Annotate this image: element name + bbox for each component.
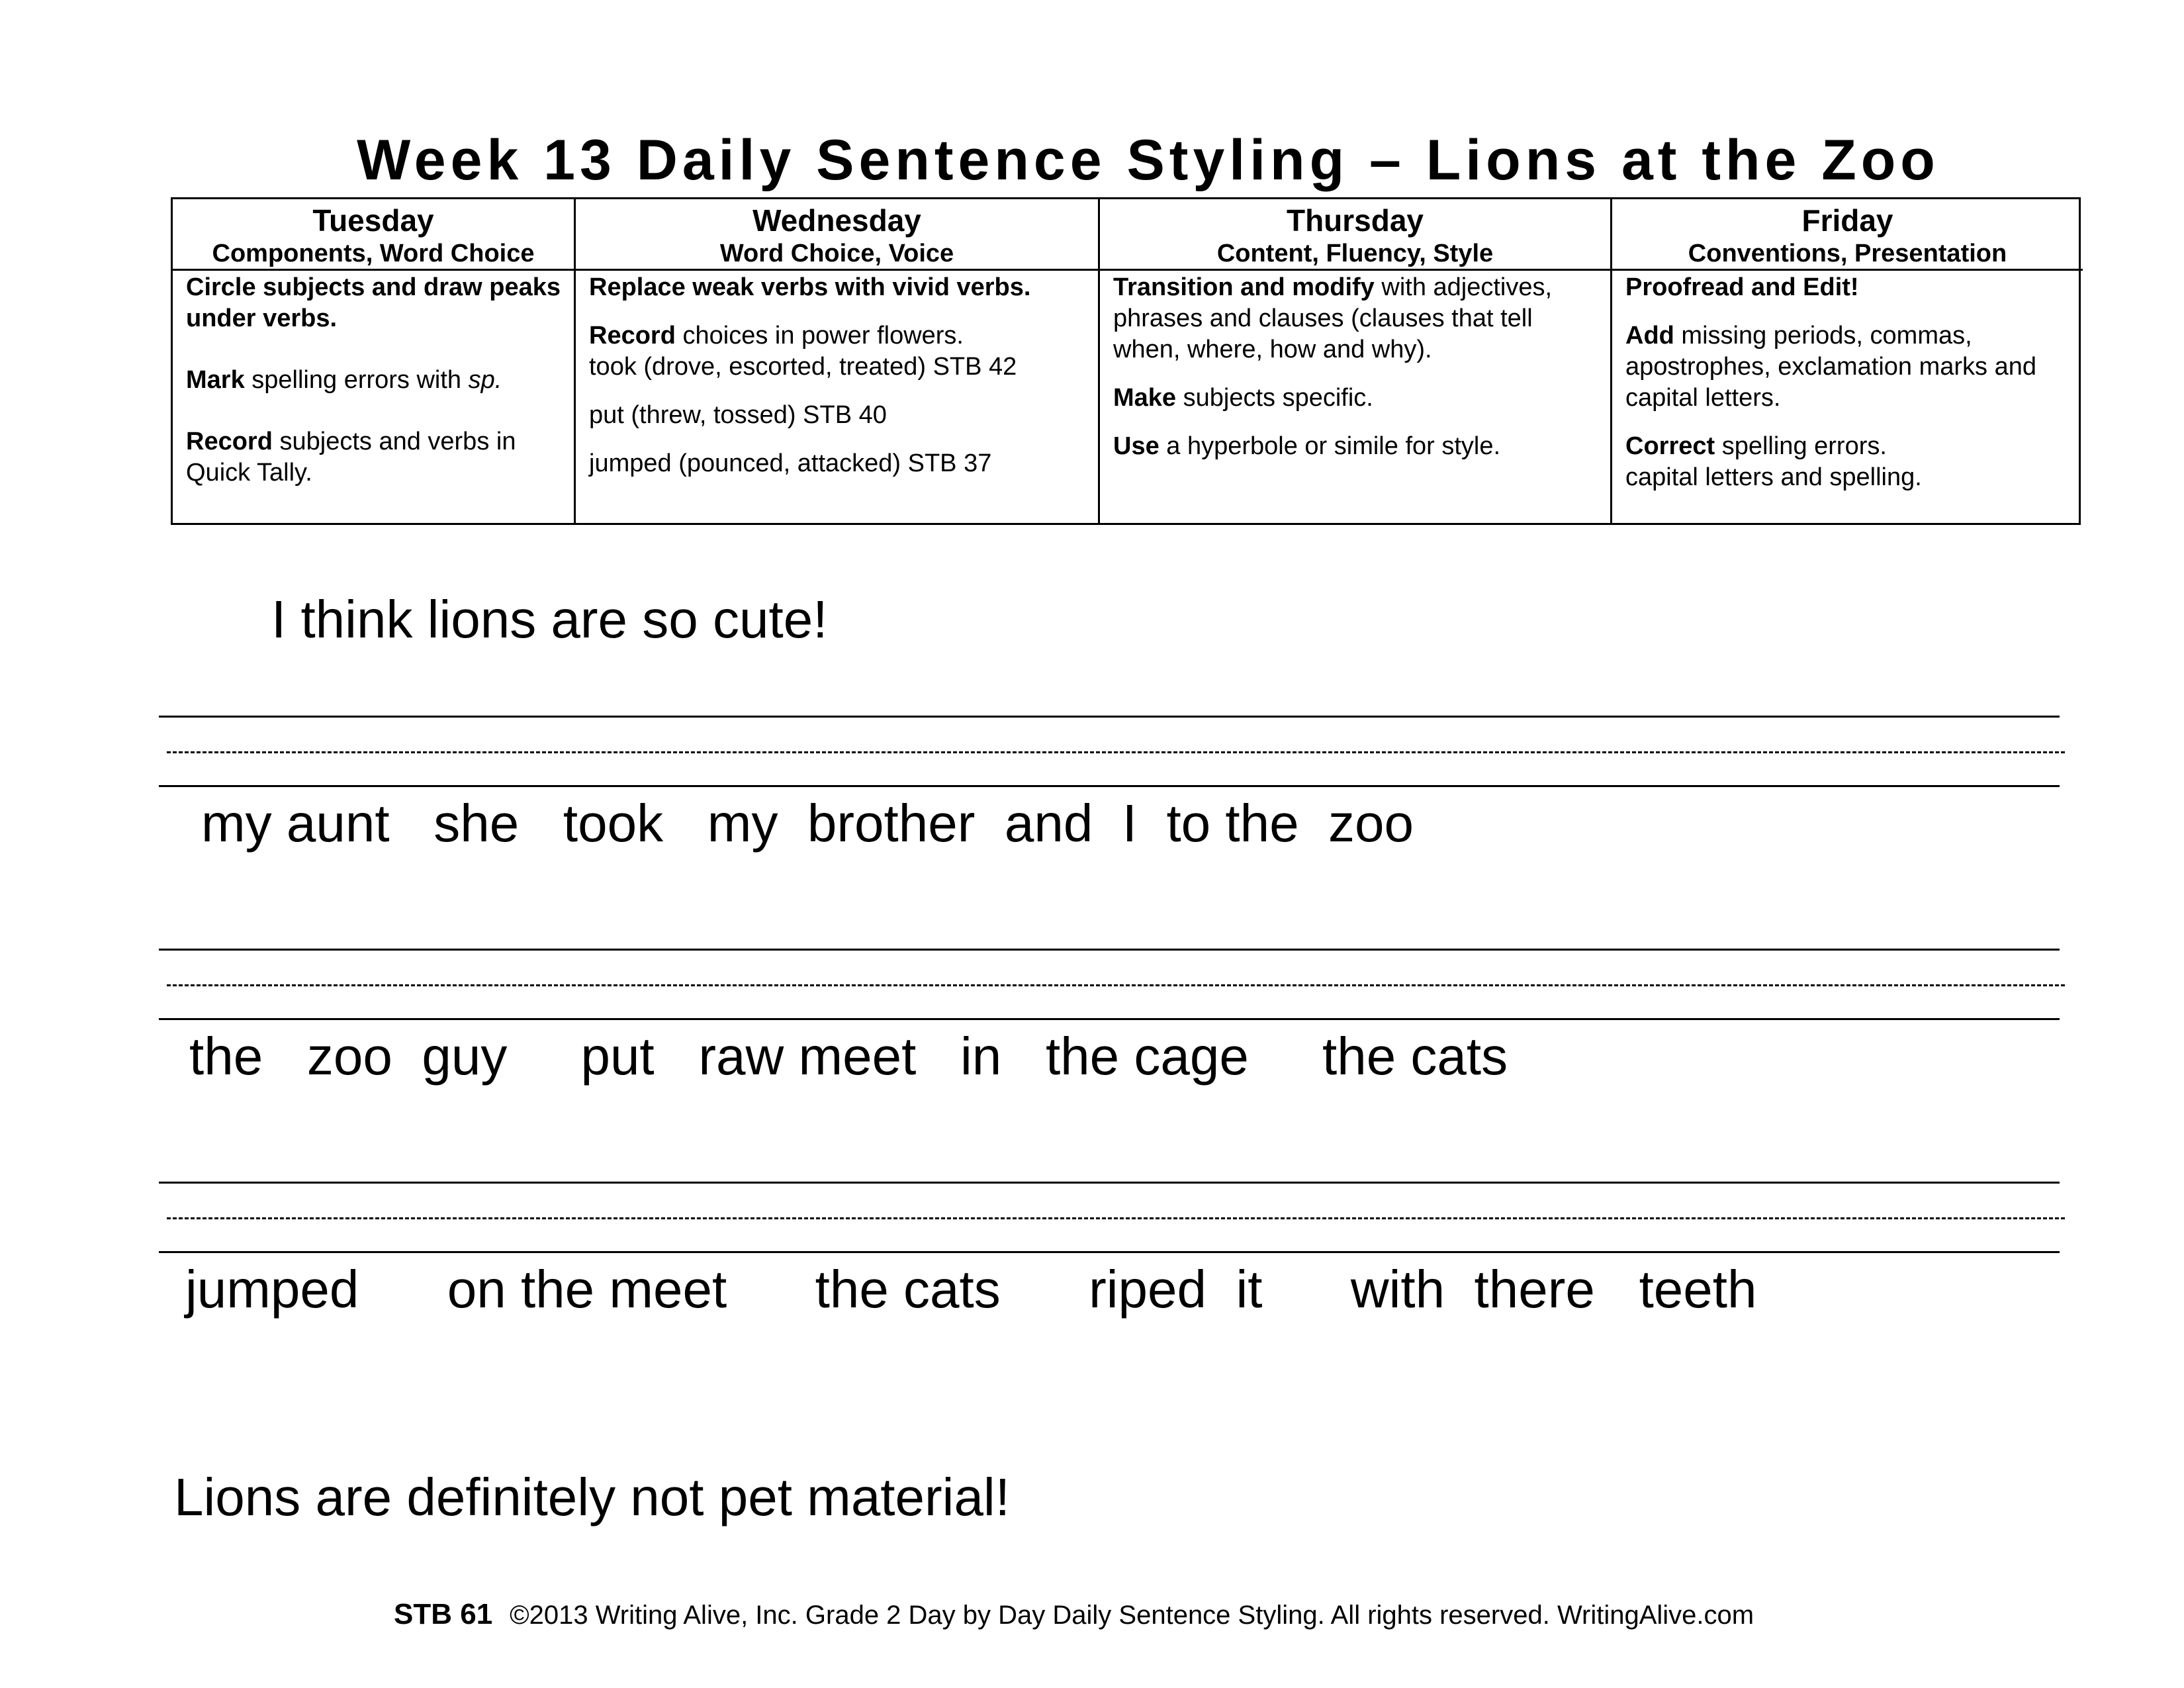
page-title: Week 13 Daily Sentence Styling – Lions at the Zoo — [357, 128, 1940, 192]
opening-sentence: I think lions are so cute! — [271, 590, 828, 649]
instruction-line: Make subjects specific. — [1113, 384, 1373, 412]
instruction-line: Record choices in power flowers. — [589, 322, 964, 350]
instruction-line: Proofread and Edit! — [1625, 273, 1859, 301]
column-instructions — [1612, 271, 2083, 493]
instruction-line: Use a hyperbole or simile for style. — [1113, 432, 1501, 460]
writing-line-top — [159, 949, 2060, 951]
instruction-line: Correct spelling errors. — [1625, 432, 1887, 460]
column-friday — [1610, 199, 2083, 523]
day-label: Friday — [1801, 203, 1893, 238]
column-instructions — [1100, 271, 1610, 462]
writing-line-midline — [167, 984, 2065, 986]
writing-line-midline — [167, 751, 2065, 753]
instruction-line: Transition and modify with adjectives, phrases and clauses (clauses that tell when, where, how and why). — [1113, 273, 1553, 363]
writing-line-top — [159, 1182, 2060, 1184]
writing-line-base — [159, 1018, 2060, 1020]
instruction-line: capital letters and spelling. — [1625, 463, 1922, 491]
sentence-line-3: jumped on the meet the cats riped it with there teeth — [185, 1260, 1757, 1319]
column-tuesday — [173, 199, 574, 523]
page-code: STB 61 — [394, 1598, 493, 1630]
column-instructions — [173, 271, 574, 489]
instruction-line: Mark spelling errors with sp. — [186, 366, 502, 394]
column-instructions — [576, 271, 1098, 479]
sentence-line-1: my aunt she took my brother and I to the zoo — [201, 794, 1414, 853]
skills-label: Word Choice, Voice — [719, 240, 954, 267]
instruction-table — [171, 197, 2081, 525]
instruction-line: took (drove, escorted, treated) STB 42 — [589, 353, 1017, 381]
instruction-line: Record subjects and verbs in Quick Tally. — [186, 428, 516, 487]
writing-line-base — [159, 1251, 2060, 1253]
instruction-line: Replace weak verbs with vivid verbs. — [589, 273, 1031, 301]
writing-line-base — [159, 785, 2060, 787]
day-label: Tuesday — [312, 203, 434, 238]
copyright-text: ©2013 Writing Alive, Inc. Grade 2 Day by Day Daily Sentence Styling. All rights reserved. WritingAlive.com — [510, 1601, 1754, 1630]
closing-sentence: Lions are definitely not pet material! — [174, 1468, 1010, 1526]
sentence-line-2: the zoo guy put raw meet in the cage the cats — [189, 1027, 1508, 1086]
day-label: Thursday — [1286, 203, 1424, 238]
instruction-line: put (threw, tossed) STB 40 — [589, 401, 887, 429]
skills-label: Components, Word Choice — [212, 240, 535, 267]
column-thursday — [1098, 199, 1610, 523]
writing-line-midline — [167, 1217, 2065, 1219]
instruction-line: jumped (pounced, attacked) STB 37 — [589, 449, 992, 477]
column-header — [1612, 199, 2083, 271]
skills-label: Conventions, Presentation — [1688, 240, 2007, 267]
skills-label: Content, Fluency, Style — [1216, 240, 1494, 267]
column-header — [1100, 199, 1610, 271]
footer — [394, 1598, 1754, 1631]
day-label: Wednesday — [752, 203, 921, 238]
column-header — [173, 199, 574, 271]
column-wednesday — [574, 199, 1098, 523]
writing-line-top — [159, 716, 2060, 718]
instruction-line: Add missing periods, commas, apostrophes, exclamation marks and capital letters. — [1625, 322, 2036, 412]
column-header — [576, 199, 1098, 271]
instruction-line: Circle subjects and draw peaks under verbs. — [186, 273, 561, 332]
